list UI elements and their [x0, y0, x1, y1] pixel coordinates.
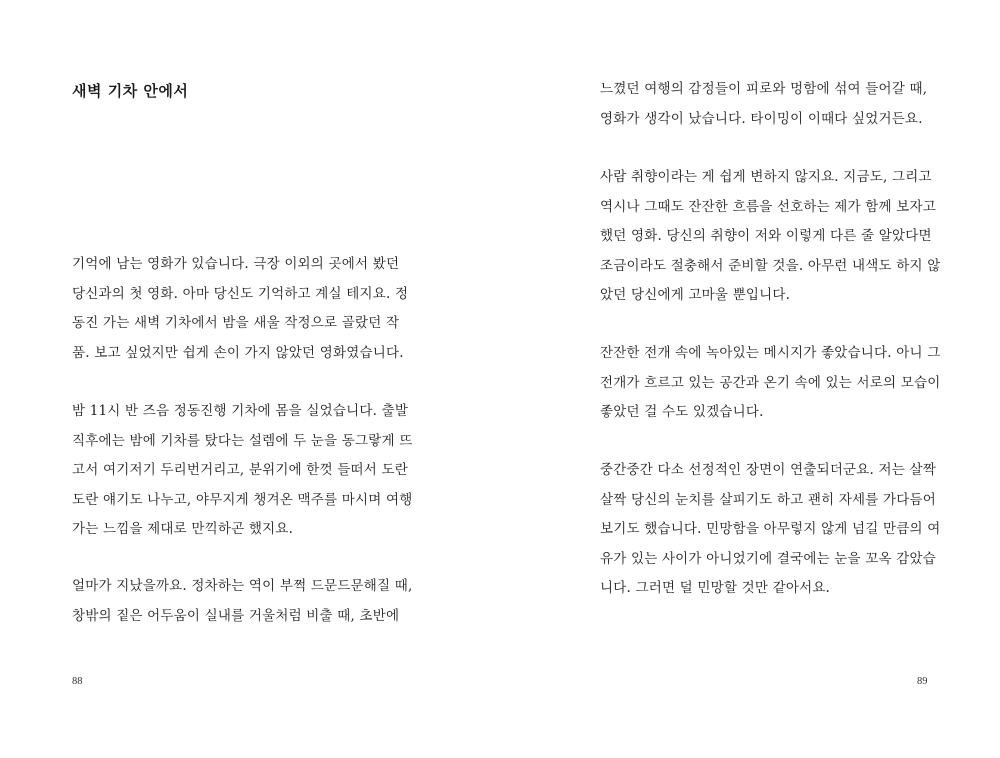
paragraph — [600, 163, 940, 311]
text-line: 사람 취향이라는 게 쉽게 변하지 않지요. 지금도, 그리고 — [600, 169, 932, 185]
text-line: 동진 가는 새벽 기차에서 밤을 새울 작정으로 골랐던 작 — [72, 315, 400, 331]
text-line: 좋았던 걸 수도 있겠습니다. — [600, 404, 764, 420]
paragraph — [72, 397, 412, 545]
text-line: 당신과의 첫 영화. 아마 당신도 기억하고 계실 테지요. 정 — [72, 285, 409, 302]
page-number: 89 — [917, 676, 928, 687]
text-line: 잔잔한 전개 속에 녹아있는 메시지가 좋았습니다. 아니 그 — [600, 345, 941, 361]
text-line: 품. 보고 싶었지만 쉽게 손이 가지 않았던 영화였습니다. — [72, 344, 404, 361]
text-line: 영화가 생각이 났습니다. 타이밍이 이때다 싶었거든요. — [600, 110, 923, 127]
text-line: 보기도 했습니다. 민망함을 아무렇지 않게 넘길 만큼의 여 — [600, 521, 941, 537]
text-line: 조금이라도 절충해서 준비할 것을. 아무런 내색도 하지 않 — [600, 257, 941, 274]
paragraph — [600, 339, 940, 428]
text-line: 전개가 흐르고 있는 공간과 온기 속에 있는 서로의 모습이 — [600, 374, 941, 391]
text-line: 도란 얘기도 나누고, 야무지게 챙겨온 맥주를 마시며 여행 — [72, 491, 413, 508]
paragraph — [600, 75, 940, 134]
paragraph — [72, 572, 412, 631]
text-line: 창밖의 짙은 어두움이 실내를 거울처럼 비출 때, 초반에 — [72, 607, 400, 624]
paragraph — [600, 456, 940, 604]
text-line: 유가 있는 사이가 아니었기에 결국에는 눈을 꼬옥 감았습 — [600, 550, 936, 567]
text-line: 얼마가 지났을까요. 정차하는 역이 부쩍 드문드문해질 때, — [72, 578, 413, 594]
page-number: 88 — [72, 676, 83, 687]
text-line: 니다. 그러면 덜 민망할 것만 같아서요. — [600, 580, 831, 596]
text-line: 밤 11시 반 즈음 정동진행 기차에 몸을 실었습니다. 출발 — [72, 403, 409, 419]
text-line: 살짝 당신의 눈치를 살피기도 하고 괜히 자세를 가다듬어 — [600, 491, 936, 508]
right-page — [500, 0, 1000, 758]
text-line: 기억에 남는 영화가 있습니다. 극장 이외의 곳에서 봤던 — [72, 256, 400, 272]
text-line: 직후에는 밤에 기차를 탔다는 설렘에 두 눈을 동그랗게 뜨 — [72, 432, 413, 449]
paragraph — [72, 250, 412, 368]
text-line: 았던 당신에게 고마울 뿐입니다. — [600, 287, 791, 303]
text-line: 중간중간 다소 선정적인 장면이 연출되더군요. 저는 살짝 — [600, 462, 936, 478]
text-line: 가는 느낌을 제대로 만끽하곤 했지요. — [72, 521, 294, 537]
chapter-title: 새벽 기차 안에서 — [72, 82, 189, 100]
text-line: 느꼈던 여행의 감정들이 피로와 멍함에 섞여 들어갈 때, — [600, 81, 928, 97]
text-line: 역시나 그때도 잔잔한 흐름을 선호하는 제가 함께 보자고 — [600, 198, 936, 215]
text-line: 했던 영화. 당신의 취향이 저와 이렇게 다른 줄 알았다면 — [600, 228, 932, 244]
text-line: 고서 여기저기 두리번거리고, 분위기에 한껏 들떠서 도란 — [72, 462, 408, 478]
